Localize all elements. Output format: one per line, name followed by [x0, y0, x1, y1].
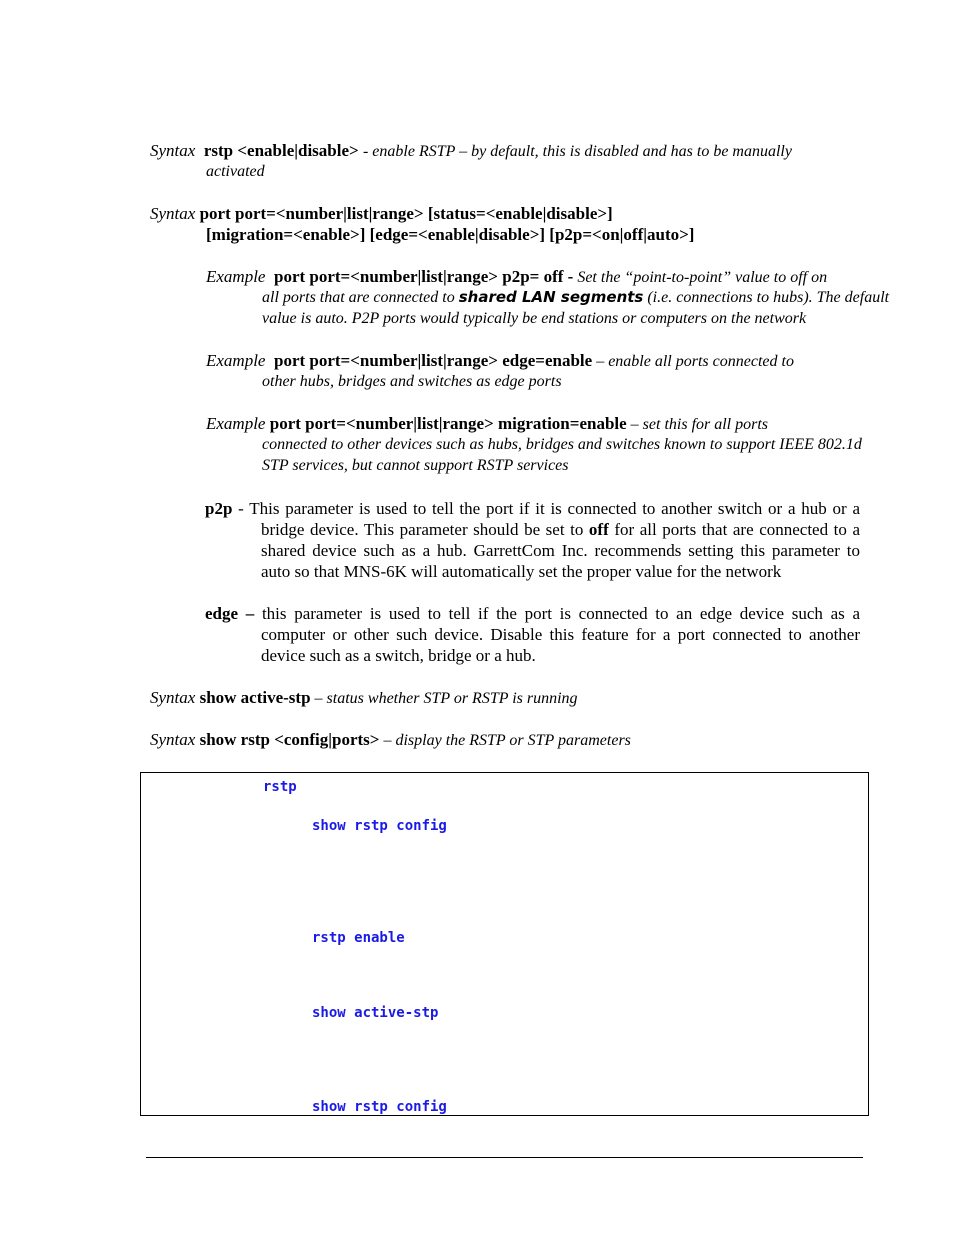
syntax-label: Syntax: [150, 688, 196, 707]
command-show-active-stp: show active-stp: [199, 688, 311, 707]
command-show-rstp: show rstp <config|ports>: [199, 730, 380, 749]
code-command-show-rstp-config-2: show rstp config: [312, 1099, 447, 1115]
example-label: Example: [206, 414, 266, 433]
p2p-off: off: [588, 520, 609, 539]
example-migration-line1: [206, 413, 768, 435]
example-edge-line2: other hubs, bridges and switches as edge ports: [262, 373, 562, 390]
p2p-text-after: for all ports that are connected to a shared device such as a hub. GarrettCom Inc. recommends setting this parameter to auto so that MNS-6K will automatically set the proper value for the network: [261, 520, 860, 581]
example-migration-command: port port=<number|list|range> migration=enable: [269, 414, 627, 433]
example-p2p-line2: [262, 287, 889, 308]
code-example-box: [140, 772, 869, 1116]
p2p-param-paragraph: [205, 498, 860, 582]
p2p-text-before: - This parameter is used to tell the port if it is connected to another switch or a hub or a bridge device. This parameter should be set to: [232, 499, 860, 539]
footer-divider: [146, 1157, 863, 1158]
example-migration-desc: – set this for all ports: [626, 416, 769, 433]
example-p2p-line3: value is auto. P2P ports would typically be end stations or computers on the network: [262, 310, 807, 327]
syntax-rstp-line2: activated: [206, 163, 265, 180]
code-command-rstp-enable: rstp enable: [312, 930, 405, 946]
example-p2p-desc: Set the “point-to-point” value to off on: [573, 269, 828, 286]
syntax-active-desc: – status whether STP or RSTP is running: [310, 690, 578, 707]
edge-param-paragraph: [205, 603, 860, 666]
syntax-label: Syntax: [150, 141, 196, 160]
code-command-show-rstp-config: show rstp config: [312, 818, 447, 834]
shared-lan-segments: shared LAN segments: [458, 288, 644, 306]
p2p-term: p2p: [205, 499, 233, 518]
example-migration-line2: connected to other devices such as hubs, bridges and switches known to support IEEE 802.1d: [262, 436, 862, 453]
command-port-line2: [migration=<enable>] [edge=<enable|disable>] [p2p=<on|off|auto>]: [206, 225, 695, 244]
edge-term: edge –: [205, 604, 255, 623]
syntax-show-rstp-desc: – display the RSTP or STP parameters: [379, 732, 631, 749]
example-p2p-command: port port=<number|list|range> p2p= off -: [273, 267, 574, 286]
syntax-label: Syntax: [150, 204, 196, 223]
example-migration-line3: STP services, but cannot support RSTP services: [262, 457, 569, 474]
syntax-show-rstp: [150, 729, 631, 751]
syntax-port-line1: [150, 203, 613, 224]
example-p2p-line1: [206, 266, 827, 288]
code-command-rstp: rstp: [263, 779, 297, 795]
syntax-label: Syntax: [150, 730, 196, 749]
example-label: Example: [206, 267, 266, 286]
code-command-show-active-stp: show active-stp: [312, 1005, 439, 1021]
example-edge-command: port port=<number|list|range> edge=enable: [273, 351, 593, 370]
example-label: Example: [206, 351, 266, 370]
syntax-description: - enable RSTP – by default, this is disabled and has to be manually: [362, 143, 792, 160]
edge-text: this parameter is used to tell if the port is connected to an edge device such as a computer or other such device. Disable this feature for a port connected to another device such as a switch, bridge or a hub.: [254, 604, 861, 665]
command-rstp-enable-disable: rstp <enable|disable>: [203, 141, 359, 160]
example-edge-desc: – enable all ports connected to: [592, 353, 794, 370]
command-port-line1: port port=<number|list|range> [status=<enable|disable>]: [199, 204, 613, 223]
syntax-show-active-stp: [150, 687, 578, 709]
example-p2p-desc-2a: all ports that are connected to: [262, 289, 459, 306]
syntax-rstp-line1: [150, 140, 792, 162]
example-p2p-desc-2c: (i.e. connections to hubs). The default: [643, 289, 890, 306]
example-edge-line1: [206, 350, 794, 372]
